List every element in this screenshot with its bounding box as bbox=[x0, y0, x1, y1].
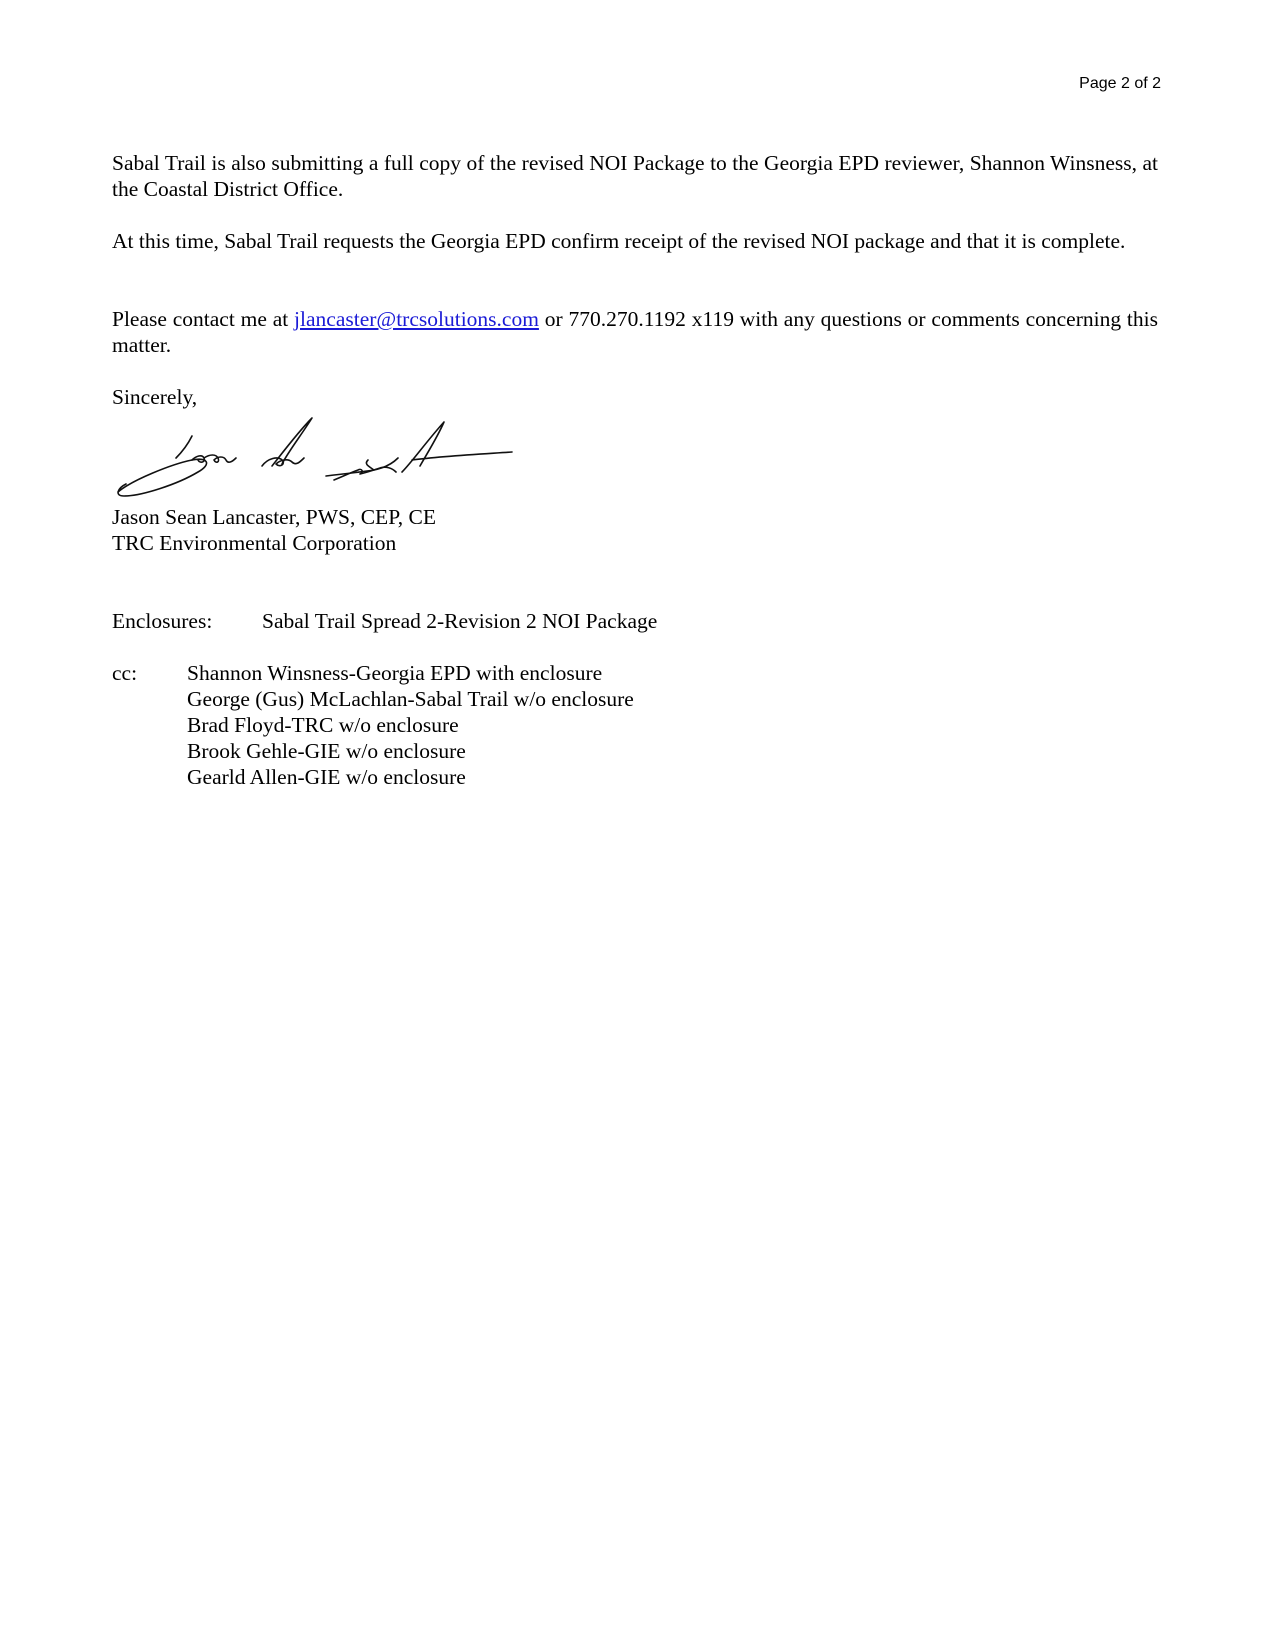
cc-recipient: Brook Gehle-GIE w/o enclosure bbox=[187, 739, 466, 763]
email-link[interactable]: jlancaster@trcsolutions.com bbox=[294, 307, 539, 331]
cc-recipient: Shannon Winsness-Georgia EPD with enclosure bbox=[187, 661, 603, 685]
contact-text-after: or 770.270.1192 x119 with any questions or comments concerning this matter. bbox=[112, 307, 1158, 357]
enclosures-label: Enclosures: bbox=[112, 609, 213, 633]
paragraph-contact bbox=[112, 306, 1158, 358]
enclosures-value: Sabal Trail Spread 2-Revision 2 NOI Package bbox=[262, 609, 658, 633]
signer-name: Jason Sean Lancaster, PWS, CEP, CE bbox=[112, 505, 436, 529]
signature-image bbox=[112, 412, 532, 504]
salutation: Sincerely, bbox=[112, 385, 198, 409]
contact-text-before: Please contact me at bbox=[112, 307, 295, 331]
paragraph-submission: Sabal Trail is also submitting a full copy of the revised NOI Package to the Georgia EPD reviewer, Shannon Winsness, at the Coastal District Office. bbox=[112, 151, 1158, 201]
cc-recipient-list bbox=[187, 660, 634, 790]
cc-recipient: George (Gus) McLachlan-Sabal Trail w/o enclosure bbox=[187, 687, 634, 711]
paragraph-request: At this time, Sabal Trail requests the Georgia EPD confirm receipt of the revised NOI package and that it is complete. bbox=[112, 229, 1126, 253]
page-number: Page 2 of 2 bbox=[1079, 75, 1161, 92]
cc-recipient: Brad Floyd-TRC w/o enclosure bbox=[187, 713, 459, 737]
signer-company: TRC Environmental Corporation bbox=[112, 531, 397, 555]
cc-recipient: Gearld Allen-GIE w/o enclosure bbox=[187, 765, 466, 789]
cc-label: cc: bbox=[112, 661, 138, 685]
